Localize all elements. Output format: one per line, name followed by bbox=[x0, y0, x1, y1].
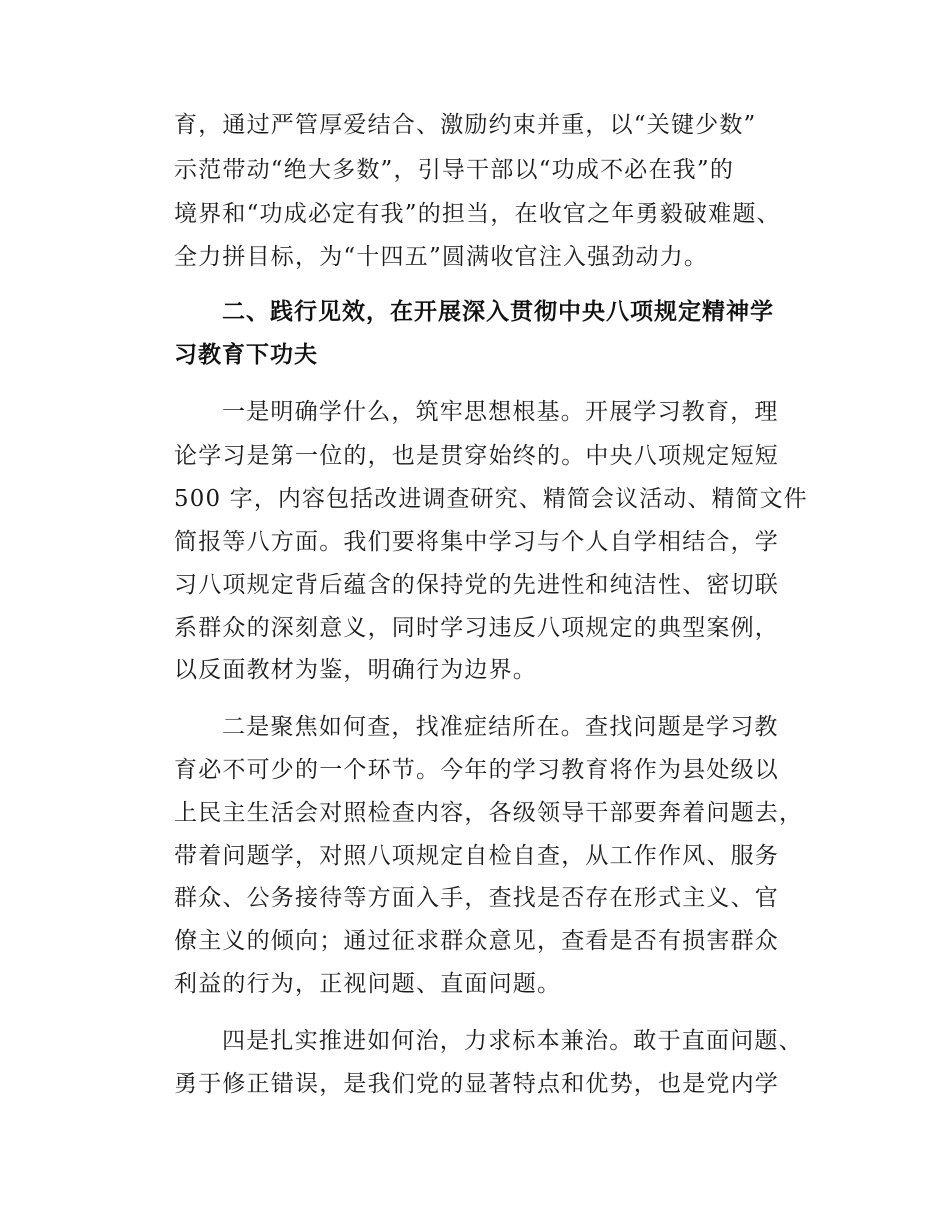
text-line: 示范带动“绝大多数”，引导干部以“功成不必在我”的 bbox=[174, 157, 735, 183]
text-line: 简报等八方面。我们要将集中学习与个人自学相结合，学 bbox=[174, 529, 779, 555]
text-line: 四是扎实推进如何治，力求标本兼治。敢于直面问题、 bbox=[222, 1028, 803, 1054]
text-line: 育必不可少的一个环节。今年的学习教育将作为县处级以 bbox=[174, 757, 779, 783]
text-line: 群众、公务接待等方面入手，查找是否存在形式主义、官 bbox=[174, 885, 779, 911]
section-heading: 二、践行见效，在开展深入贯彻中央八项规定精神学 bbox=[222, 299, 774, 325]
text-line: 利益的行为，正视问题、直面问题。 bbox=[174, 971, 562, 997]
text-line: 习八项规定背后蕴含的保持党的先进性和纯洁性、密切联 bbox=[174, 572, 779, 598]
text-line: 一是明确学什么，筑牢思想根基。开展学习教育，理 bbox=[222, 399, 779, 425]
text-line: 育，通过严管厚爱结合、激励约束并重，以“关键少数” bbox=[174, 112, 757, 138]
text-line: 二是聚焦如何查，找准症结所在。查找问题是学习教 bbox=[222, 714, 779, 740]
text-line: 境界和“功成必定有我”的担当，在收官之年勇毅破难题、 bbox=[174, 201, 781, 227]
text-line: 以反面教材为鉴，明确行为边界。 bbox=[174, 657, 537, 683]
text-line: 僚主义的倾向；通过征求群众意见，查看是否有损害群众 bbox=[174, 928, 779, 954]
text-line: 500 字，内容包括改进调查研究、精简会议活动、精简文件 bbox=[174, 486, 808, 512]
text-line: 全力拼目标，为“十四五”圆满收官注入强劲动力。 bbox=[174, 244, 709, 270]
text-line: 论学习是第一位的，也是贯穿始终的。中央八项规定短短 bbox=[174, 443, 779, 469]
text-line: 带着问题学，对照八项规定自检自查，从工作作风、服务 bbox=[174, 843, 779, 869]
text-line: 勇于修正错误，是我们党的显著特点和优势，也是党内学 bbox=[174, 1071, 779, 1097]
text-line: 上民主生活会对照检查内容，各级领导干部要奔着问题去， bbox=[174, 800, 804, 826]
section-heading: 习教育下功夫 bbox=[174, 342, 318, 368]
text-line: 系群众的深刻意义，同时学习违反八项规定的典型案例， bbox=[174, 615, 779, 641]
